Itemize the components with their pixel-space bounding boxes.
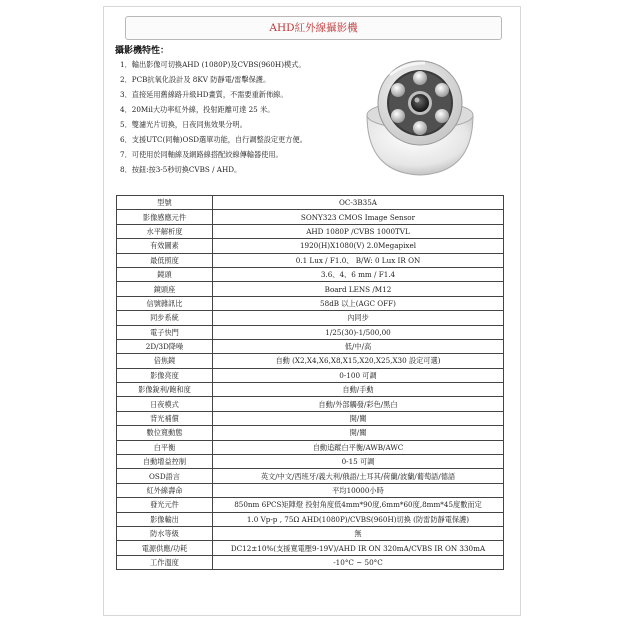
spec-label: 紅外線壽命: [117, 483, 213, 497]
spec-value: 低/中/高: [213, 339, 504, 353]
spec-label: 日夜模式: [117, 397, 213, 411]
spec-label: 自動增益控制: [117, 455, 213, 469]
table-row: [117, 383, 504, 397]
spec-label: 水平解析度: [117, 224, 213, 238]
spec-label: 2D/3D降噪: [117, 339, 213, 353]
spec-value: 0-15 可調: [213, 455, 504, 469]
table-row: [117, 210, 504, 224]
table-row: [117, 339, 504, 353]
table-row: [117, 526, 504, 540]
list-item: 6．支援UTC(同軸)OSD選單功能，自行調整設定更方便。: [120, 135, 307, 144]
spec-value: 1920(H)X1080(V) 2.0Megapixel: [213, 239, 504, 253]
spec-label: 工作溫度: [117, 555, 213, 569]
table-row: [117, 296, 504, 310]
spec-value: 自動追蹤白平衡/AWB/AWC: [213, 440, 504, 454]
table-row: [117, 239, 504, 253]
spec-label: 型號: [117, 196, 213, 210]
spec-label: 倍焦鏡: [117, 354, 213, 368]
table-row: [117, 267, 504, 281]
table-row: [117, 483, 504, 497]
table-row: [117, 354, 504, 368]
dome-camera-image: [355, 45, 485, 180]
spec-value: 3.6、4、6 mm / F1.4: [213, 267, 504, 281]
spec-label: 影像輸出: [117, 512, 213, 526]
spec-value: 自動/外部觸發/彩色/黑白: [213, 397, 504, 411]
spec-label: 影像亮度: [117, 368, 213, 382]
table-row: [117, 469, 504, 483]
spec-value: AHD 1080P /CVBS 1000TVL: [213, 224, 504, 238]
features-list: [120, 57, 370, 177]
features-heading: 攝影機特性：: [115, 46, 170, 56]
list-item: 5．雙濾光片切換，日夜同焦效果分明。: [120, 120, 247, 129]
spec-value: 開/關: [213, 411, 504, 425]
table-row: [117, 325, 504, 339]
table-row: [117, 224, 504, 238]
list-item: 8．按鈕:按3-5秒切換CVBS / AHD。: [120, 165, 242, 174]
table-row: [117, 368, 504, 382]
spec-value: 1/25(30)-1/500,00: [213, 325, 504, 339]
spec-label: 鏡頭: [117, 267, 213, 281]
spec-label: 同步系統: [117, 311, 213, 325]
list-item: 2．PCB抗氧化設計及 8KV 防靜電/雷擊保護。: [120, 75, 271, 84]
spec-value: DC12±10%(支援寬電壓9-19V)/AHD IR ON 320mA/CVBS IR ON 330mA: [213, 541, 504, 555]
spec-label: 背光補償: [117, 411, 213, 425]
table-row: [117, 455, 504, 469]
spec-value: 自動 (X2,X4,X6,X8,X15,X20,X25,X30 設定可選): [213, 354, 504, 368]
table-row: [117, 253, 504, 267]
table-row: [117, 397, 504, 411]
page-title: AHD紅外線攝影機: [125, 16, 502, 40]
spec-label: 數位寬動態: [117, 426, 213, 440]
spec-value: 1.0 Vp-p , 75Ω AHD(1080P)/CVBS(960H)切換 (防雷防靜電保護): [213, 512, 504, 526]
table-row: [117, 555, 504, 569]
list-item: 1．輸出影像可切換AHD (1080P)及CVBS(960H)模式。: [120, 60, 306, 69]
spec-value: OC-3B35A: [213, 196, 504, 210]
table-row: [117, 426, 504, 440]
list-item: 7．可使用於同軸線及網路線搭配絞線傳輸器使用。: [120, 150, 283, 159]
table-row: [117, 282, 504, 296]
spec-label: 有效圖素: [117, 239, 213, 253]
spec-label: 鏡頭座: [117, 282, 213, 296]
spec-table: [116, 195, 504, 570]
spec-value: -10°C ~ 50°C: [213, 555, 504, 569]
spec-value: 0.1 Lux / F1.0、 B/W: 0 Lux IR ON: [213, 253, 504, 267]
spec-value: 850nm 6PCS矩陣燈 投射角度低4mm*90度,6mm*60度,8mm*45度數而定: [213, 498, 504, 512]
spec-value: 內同步: [213, 311, 504, 325]
spec-value: Board LENS /M12: [213, 282, 504, 296]
table-row: [117, 498, 504, 512]
spec-label: 白平衡: [117, 440, 213, 454]
table-row: [117, 440, 504, 454]
table-row: [117, 512, 504, 526]
spec-value: 無: [213, 526, 504, 540]
table-row: [117, 196, 504, 210]
spec-value: 58dB 以上(AGC OFF): [213, 296, 504, 310]
spec-label: 防水等級: [117, 526, 213, 540]
spec-value: 自動/手動: [213, 383, 504, 397]
spec-value: SONY323 CMOS Image Sensor: [213, 210, 504, 224]
table-row: [117, 311, 504, 325]
spec-label: 最低照度: [117, 253, 213, 267]
spec-label: 信號雜訊比: [117, 296, 213, 310]
spec-label: OSD語言: [117, 469, 213, 483]
spec-value: 英文/中文/西班牙/義大利/俄語/土耳其/荷蘭/波蘭/葡萄語/德語: [213, 469, 504, 483]
spec-label: 影像感應元件: [117, 210, 213, 224]
spec-value: 0-100 可調: [213, 368, 504, 382]
list-item: 3．直接延用舊線路升級HD畫質，不需要重新佈線。: [120, 90, 288, 99]
spec-label: 電源供應/功耗: [117, 541, 213, 555]
table-row: [117, 411, 504, 425]
spec-label: 影像銳利/飽和度: [117, 383, 213, 397]
spec-label: 發光元件: [117, 498, 213, 512]
spec-value: 開/關: [213, 426, 504, 440]
table-row: [117, 541, 504, 555]
list-item: 4．20Mil大功率紅外線，投射距離可達 25 米。: [120, 105, 275, 114]
spec-value: 平均10000小時: [213, 483, 504, 497]
spec-label: 電子快門: [117, 325, 213, 339]
